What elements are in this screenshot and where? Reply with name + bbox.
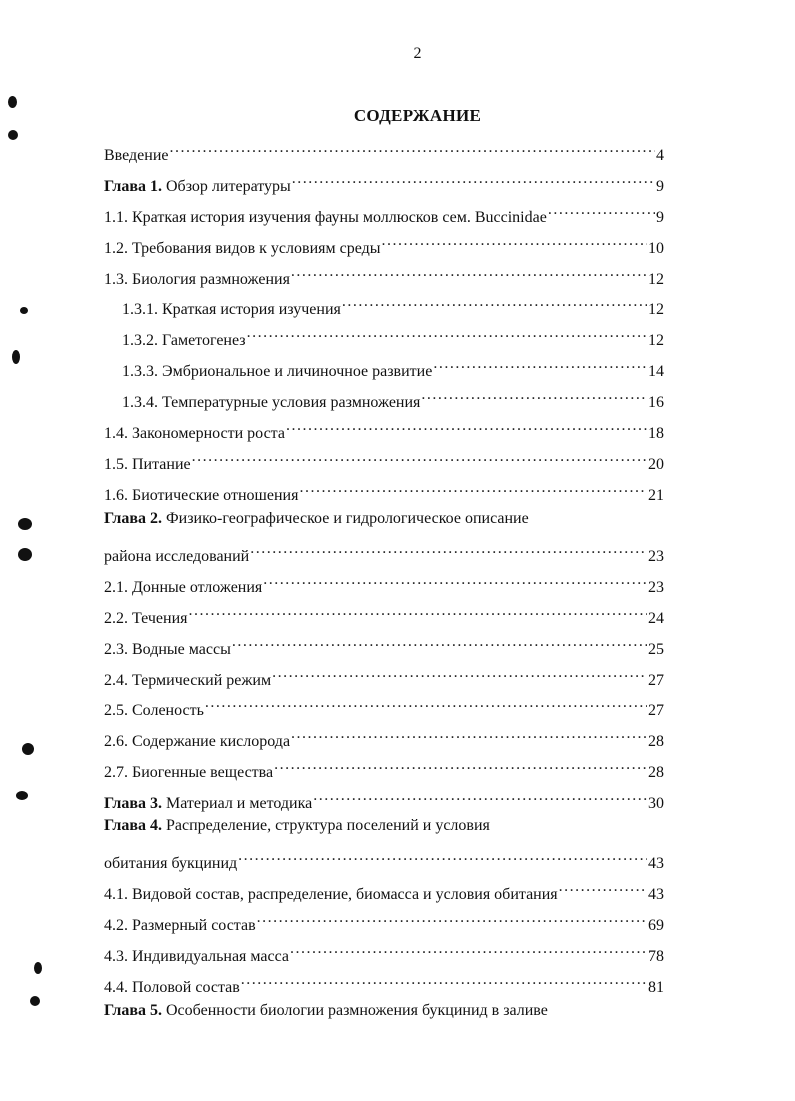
scan-mark <box>18 548 32 561</box>
toc-entry: 2.3. Водные массы ..... 25 <box>104 630 664 654</box>
toc-entry: Введение ..... 4 <box>104 136 664 160</box>
toc-entry: 2.2. Течения ..... 24 <box>104 599 664 623</box>
toc-entry: 2.5. Соленость ..... 27 <box>104 691 664 715</box>
toc-entry: Глава 3. Материал и методика ..... 30 <box>104 784 664 808</box>
toc-entry: Глава 5. Особенности биологии размножения букцинид в заливе <box>104 1002 548 1019</box>
toc-entry: 1.1. Краткая история изучения фауны моллюсков сем. Buccinidae ..... 9 <box>104 198 664 222</box>
toc-entry: 1.2. Требования видов к условиям среды ..... 10 <box>104 229 664 253</box>
toc-entry: 2.4. Термический режим ..... 27 <box>104 661 664 685</box>
toc-entry: 1.4. Закономерности роста ..... 18 <box>104 414 664 438</box>
toc-entry: 1.3.2. Гаметогенез ..... 12 <box>122 321 664 345</box>
toc-entry: 2.1. Донные отложения ..... 23 <box>104 568 664 592</box>
scan-mark <box>34 962 42 974</box>
toc-entry: 4.2. Размерный состав ..... 69 <box>104 906 664 930</box>
scan-mark <box>16 791 28 800</box>
scan-mark <box>20 307 28 314</box>
toc-entry: 2.6. Содержание кислорода ..... 28 <box>104 722 664 746</box>
toc-entry: 1.3. Биология размножения ..... 12 <box>104 260 664 284</box>
toc-entry: Глава 2. Физико-географическое и гидрологическое описание <box>104 510 529 527</box>
toc-entry: 1.5. Питание ..... 20 <box>104 445 664 469</box>
toc-entry: 2.7. Биогенные вещества ..... 28 <box>104 753 664 777</box>
toc-entry: обитания букцинид ..... 43 <box>104 844 664 868</box>
toc-entry: 1.3.4. Температурные условия размножения ..... 16 <box>122 383 664 407</box>
toc-entry: Глава 4. Распределение, структура поселений и условия <box>104 817 490 834</box>
toc-entry: 4.1. Видовой состав, распределение, биомасса и условия обитания ..... 43 <box>104 875 664 899</box>
scan-mark <box>22 743 34 755</box>
toc-entry: 1.3.3. Эмбриональное и личиночное развитие ..... 14 <box>122 352 664 376</box>
scan-mark <box>8 96 17 108</box>
scan-mark <box>12 350 20 364</box>
toc-entry: района исследований ..... 23 <box>104 537 664 561</box>
scan-mark <box>8 130 18 140</box>
scan-mark <box>30 996 40 1006</box>
toc-entry: 1.6. Биотические отношения ..... 21 <box>104 476 664 500</box>
toc-entry: 4.3. Индивидуальная масса ..... 78 <box>104 937 664 961</box>
toc-entry: 4.4. Половой состав ..... 81 <box>104 968 664 992</box>
toc-entry: 1.3.1. Краткая история изучения ..... 12 <box>122 290 664 314</box>
toc-entry: Глава 1. Обзор литературы ..... 9 <box>104 167 664 191</box>
scan-mark <box>18 518 32 530</box>
page-number: 2 <box>413 45 422 62</box>
page-title: СОДЕРЖАНИЕ <box>353 106 482 125</box>
